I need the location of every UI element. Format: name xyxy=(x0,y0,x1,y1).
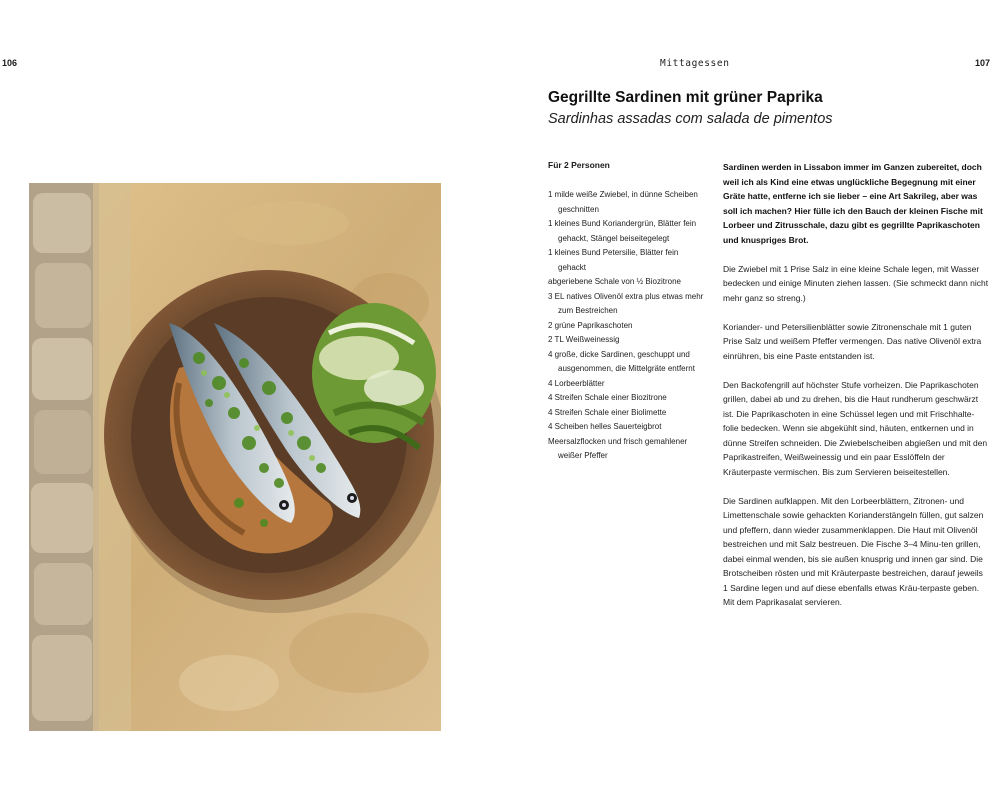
ingredient-item: 4 Lorbeerblätter xyxy=(548,378,605,388)
recipe-photo xyxy=(29,183,441,731)
method-step: Die Zwiebel mit 1 Prise Salz in eine kleine Schale legen, mit Wasser bedecken und einige Minuten ziehen lassen. (Sie schmeckt dann nicht mehr ganz so streng.) xyxy=(723,263,989,303)
left-page-number: 106 xyxy=(2,58,18,68)
ingredient-item: abgeriebene Schale von ½ Biozitrone xyxy=(548,277,681,286)
ingredient-item: Meersalzflocken und frisch gemahlener weißer Pfeffer xyxy=(548,436,688,460)
recipe-title: Gegrillte Sardinen mit grüner Paprika xyxy=(548,89,823,106)
method-text xyxy=(723,160,989,624)
ingredient-item: 3 EL natives Olivenöl extra plus etwas mehr zum Bestreichen xyxy=(548,291,704,315)
ingredient-item: 4 Streifen Schale einer Biozitrone xyxy=(548,393,667,402)
ingredient-item: 2 grüne Paprikaschoten xyxy=(548,320,633,330)
ingredient-item: 4 Streifen Schale einer Biolimette xyxy=(548,407,667,417)
ingredient-item: 1 milde weiße Zwiebel, in dünne Scheiben geschnitten xyxy=(548,190,698,214)
method-step: Den Backofengrill auf höchster Stufe vorheizen. Die Paprikaschoten grillen, dabei ab und zu drehen, bis die Haut rundherum geschwärzt ist. Die Paprikaschoten in eine Schüssel legen und mit Frischhalte-folie bedecken. Wenn sie abgekühlt sind, häuten, entkernen und in dünne Streifen schneiden. Die Zwiebelscheiben abgießen und mit den Paprikastreifen, Weißweinessig und ein paar Esslöffeln der Kräuterpaste vermischen. Bis zum Servieren beiseitestellen. xyxy=(723,379,988,477)
ingredient-item: 2 TL Weißweinessig xyxy=(548,335,620,344)
ingredient-item: 1 kleines Bund Koriandergrün, Blätter fein gehackt, Stängel beiseitegelegt xyxy=(548,219,697,243)
section-header: Mittagessen xyxy=(660,58,730,69)
ingredients-list xyxy=(548,188,708,464)
method-step: Die Sardinen aufklappen. Mit den Lorbeerblättern, Zitronen- und Limettenschale sowie gehackten Korianderstängeln füllen, gut salzen und pfeffern, dann wieder zusammenklappen. Die Haut mit Olivenöl bestreichen und mit Salz bestreuen. Die Fische 3–4 Minu-ten grillen, dabei einmal wenden, bis sie außen knusprig und innen gar sind. Die Brotscheiben rösten und mit Kräuterpaste bestreichen, darauf jeweils 1 Sardine legen und auf diese ebenfalls etwas Kräu-terpaste geben. Mit dem Paprikasalat servieren. xyxy=(723,495,984,607)
sardine-dish-illustration xyxy=(29,183,441,731)
servings-label: Für 2 Personen xyxy=(548,160,610,170)
ingredient-item: 4 Scheiben helles Sauerteigbrot xyxy=(548,422,662,431)
method-step: Koriander- und Petersilienblätter sowie Zitronenschale mit 1 guten Prise Salz und weißem Pfeffer vermengen. Das native Olivenöl extra einrühren, bis eine Paste entstanden ist. xyxy=(723,321,982,361)
recipe-intro: Sardinen werden in Lissabon immer im Ganzen zubereitet, doch weil ich als Kind eine etwas unglückliche Begegnung mit einer Gräte hatte, entferne ich sie lieber – eine Art Sakrileg, aber was soll ich machen? Hier fülle ich den Bauch der kleinen Fische mit Lorbeer und Zitrusschale, dazu gibt es gegrillte Paprikaschoten und knuspriges Brot. xyxy=(723,162,983,245)
ingredient-item: 1 kleines Bund Petersilie, Blätter fein gehackt xyxy=(548,248,679,272)
ingredient-item: 4 große, dicke Sardinen, geschuppt und ausgenommen, die Mittelgräte entfernt xyxy=(548,349,695,373)
recipe-subtitle: Sardinhas assadas com salada de pimentos xyxy=(548,111,833,127)
right-page-number: 107 xyxy=(974,58,990,68)
